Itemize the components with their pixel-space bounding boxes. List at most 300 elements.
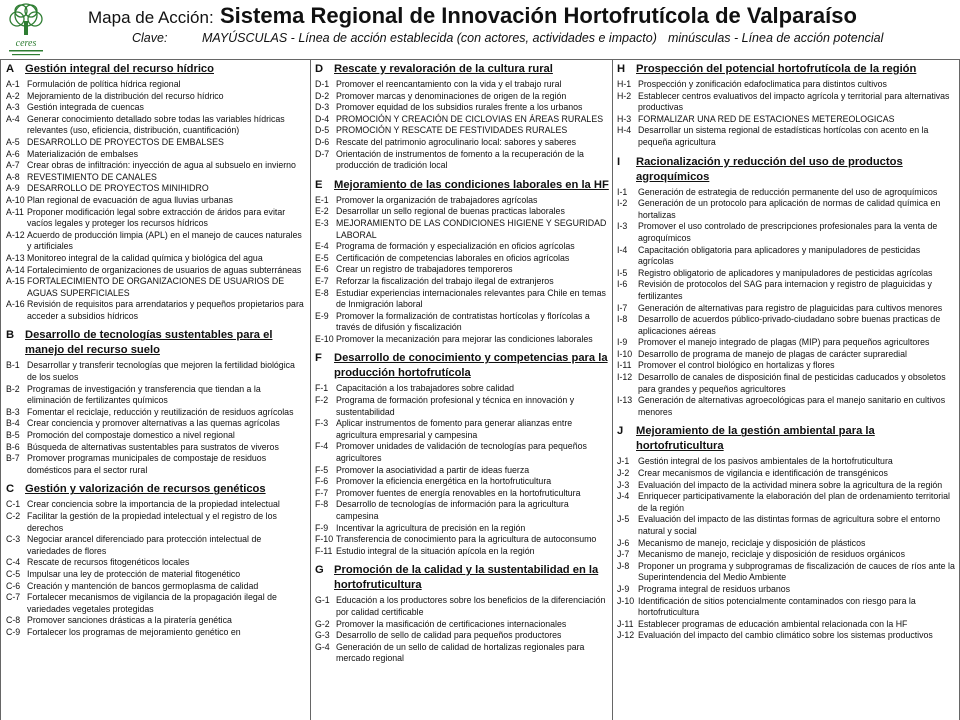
item-code: B-2	[6, 383, 20, 394]
item-text: Fortalecer mecanismos de vigilancia de la propagación ilegal de variedades vegetales protegidas	[27, 592, 277, 614]
action-item	[617, 337, 957, 349]
item-code: G-4	[315, 641, 330, 652]
item-code: A-12	[6, 229, 25, 240]
item-code: J-10	[617, 595, 635, 606]
item-code: J-9	[617, 583, 630, 594]
action-item	[617, 514, 957, 537]
section-letter: E	[315, 178, 323, 191]
item-text: Certificación de competencias laborales en oficios agrícolas	[336, 252, 570, 263]
item-text: Prospección y zonificación edafoclimatica para distintos cultivos	[638, 79, 887, 89]
action-item	[617, 596, 957, 619]
item-code: A-3	[6, 102, 20, 113]
item-text: Aplicar instrumentos de fomento para generar alianzas entre agricultura empresarial y campesina	[336, 418, 573, 440]
item-text: DESARROLLO DE PROYECTOS DE EMBALSES	[27, 136, 224, 147]
action-item	[315, 79, 609, 91]
item-code: H-2	[617, 90, 632, 101]
item-code: J-11	[617, 618, 634, 629]
item-code: F-7	[315, 487, 329, 498]
action-item	[6, 418, 306, 430]
action-item	[617, 349, 957, 361]
item-text: Desarrollo de acuerdos público-privado-ciudadano sobre buenas practicas de aplicaciones aéreas	[638, 314, 941, 336]
item-code: B-1	[6, 360, 20, 371]
item-text: Generar conocimiento detallado sobre todas las variables hídricas relevantes (uso, eficiencia, distribución, cuantificación)	[27, 113, 285, 136]
section-title: Mejoramiento de la gestión ambiental para la hortofruticultura	[636, 425, 875, 453]
item-text: Enriquecer participativamente la elaboración del plan de ordenamiento territorial de la región	[638, 491, 950, 513]
action-item	[6, 195, 306, 207]
action-item	[6, 207, 306, 230]
item-code: J-4	[617, 491, 630, 502]
action-item	[315, 418, 609, 441]
item-code: A-10	[6, 194, 25, 205]
action-item	[6, 360, 306, 383]
action-item	[617, 395, 957, 418]
item-code: I-13	[617, 395, 633, 406]
section-letter: F	[315, 352, 322, 365]
action-item	[6, 276, 306, 299]
action-item	[315, 441, 609, 464]
item-code: A-5	[6, 136, 20, 147]
item-code: A-16	[6, 299, 25, 310]
map-label: Mapa de Acción:	[88, 8, 214, 27]
item-code: C-8	[6, 615, 21, 626]
section-h	[617, 62, 957, 149]
item-code: C-6	[6, 580, 21, 591]
legend-uppercase: MAYÚSCULAS - Línea de acción establecida (con actores, actividades e impacto)	[202, 31, 657, 45]
legend-key: Clave:	[132, 31, 168, 45]
item-text: Mecanismo de manejo, reciclaje y disposición de residuos orgánicos	[638, 549, 905, 560]
item-text: PROMOCIÓN Y RESCATE DE FESTIVIDADES RURALES	[336, 125, 568, 136]
item-text: Programa de formación profesional y técnica en innovación y sustentabilidad	[336, 395, 575, 417]
item-code: H-4	[617, 125, 632, 136]
item-text: Materialización de embalses	[27, 148, 138, 159]
action-item	[315, 288, 609, 311]
item-text: Desarrollar un sello regional de buenas practicas laborales	[336, 206, 565, 217]
action-item	[617, 91, 957, 114]
item-code: A-14	[6, 264, 25, 275]
item-code: D-2	[315, 90, 330, 101]
action-item	[617, 630, 957, 642]
item-text: Transferencia de conocimiento para la agricultura de autoconsumo	[336, 534, 597, 545]
item-code: B-7	[6, 453, 20, 464]
item-text: Promover unidades de validación de tecnologías para pequeños agricultores	[336, 441, 587, 464]
item-text: Desarrollo de programa de manejo de plagas de carácter supraredial	[638, 348, 907, 359]
action-item	[6, 407, 306, 419]
item-text: Promover programas municipales de compostaje de residuos domésticos para el sector rural	[27, 453, 267, 475]
action-item	[6, 79, 306, 91]
item-text: Búsqueda de alternativas sustentables para sustratos de viveros	[27, 441, 279, 452]
action-item	[617, 549, 957, 561]
item-text: Revisión de protocolos del SAG para internacion y registro de plaguicidas y fertilizantes	[638, 279, 932, 301]
item-code: E-4	[315, 241, 329, 252]
item-text: REVESTIMIENTO DE CANALES	[27, 171, 157, 182]
action-item	[617, 372, 957, 395]
item-code: A-7	[6, 160, 20, 171]
item-text: Promover la formalización de contratistas hortícolas y florícolas a través de difusión y fiscalización	[336, 310, 590, 333]
item-text: MEJORAMIENTO DE LAS CONDICIONES HIGIENE Y SEGURIDAD LABORAL	[336, 217, 607, 240]
item-code: A-15	[6, 276, 25, 287]
item-code: F-1	[315, 383, 329, 394]
action-item	[617, 279, 957, 302]
item-text: Crear un registro de trabajadores temporeros	[336, 264, 513, 275]
action-item	[315, 137, 609, 149]
item-code: C-5	[6, 568, 21, 579]
action-item	[617, 314, 957, 337]
action-item	[6, 102, 306, 114]
action-item	[6, 581, 306, 593]
item-text: Impulsar una ley de protección de material fitogenético	[27, 568, 241, 579]
item-code: J-3	[617, 479, 630, 490]
item-text: Promover la organización de trabajadores agrícolas	[336, 194, 538, 205]
page-title: Sistema Regional de Innovación Hortofrutícola de Valparaíso	[220, 3, 857, 28]
section-letter: A	[6, 63, 15, 75]
item-text: Capacitación obligatoria para aplicadores y manipuladores de pesticidas agrícolas	[638, 244, 921, 267]
action-item	[315, 476, 609, 488]
action-item	[315, 546, 609, 558]
item-code: J-6	[617, 537, 630, 548]
action-item	[617, 584, 957, 596]
section-title: Desarrollo de conocimiento y competencias para la producción hortofrutícola	[334, 352, 608, 380]
section-title: Mejoramiento de las condiciones laborales en la HF	[334, 178, 609, 191]
item-code: J-7	[617, 549, 630, 560]
section-d	[315, 62, 609, 172]
item-code: E-8	[315, 287, 329, 298]
section-title: Promoción de la calidad y la sustentabilidad en la hortofruticultura	[334, 564, 599, 592]
action-item	[6, 442, 306, 454]
section-letter: C	[6, 483, 15, 496]
divider	[0, 59, 1, 720]
item-code: G-1	[315, 595, 330, 606]
section-title: Gestión y valorización de recursos genéticos	[25, 483, 266, 496]
item-code: B-3	[6, 406, 20, 417]
item-code: H-3	[617, 113, 632, 124]
action-item	[617, 619, 957, 631]
item-code: F-3	[315, 418, 329, 429]
item-code: A-4	[6, 113, 20, 124]
item-code: J-8	[617, 560, 630, 571]
action-item	[617, 187, 957, 199]
logo-wordmark: ceres	[15, 38, 37, 49]
item-code: F-11	[315, 545, 333, 556]
item-text: Promover sanciones drásticas a la piratería genética	[27, 615, 232, 626]
section-b	[6, 328, 306, 476]
section-heading	[315, 178, 609, 193]
action-item	[617, 114, 957, 126]
item-text: Acuerdo de producción limpia (APL) en el manejo de cauces naturales y artificiales	[27, 229, 302, 252]
action-item	[315, 534, 609, 546]
legend-lowercase: minúsculas - Línea de acción potencial	[668, 31, 884, 45]
item-text: Promover marcas y denominaciones de origen de la región	[336, 90, 567, 101]
item-text: Fortalecimiento de organizaciones de usuarios de aguas subterráneas	[27, 264, 302, 275]
action-item	[6, 91, 306, 103]
section-letter: G	[315, 564, 324, 577]
section-heading	[617, 155, 957, 185]
item-code: I-9	[617, 337, 628, 348]
item-text: Evaluación del impacto de la actividad minera sobre la agricultura de la región	[638, 479, 943, 490]
section-letter: B	[6, 329, 15, 342]
item-code: F-8	[315, 499, 329, 510]
action-item	[6, 499, 306, 511]
item-code: J-1	[617, 456, 630, 467]
item-text: Gestión integral de los pasivos ambientales de la hortofruticultura	[638, 456, 893, 467]
action-item	[6, 253, 306, 265]
action-item	[315, 523, 609, 535]
item-text: Capacitación a los trabajadores sobre calidad	[336, 383, 514, 394]
action-item	[315, 195, 609, 207]
section-letter: J	[617, 425, 624, 438]
section-letter: H	[617, 63, 626, 75]
divider	[310, 59, 311, 720]
item-text: Registro obligatorio de aplicadores y manipuladores de pesticidas agrícolas	[638, 267, 933, 278]
item-code: F-2	[315, 395, 329, 406]
item-text: Incentivar la agricultura de precisión en la región	[336, 522, 526, 533]
action-item	[315, 619, 609, 631]
item-text: Promover fuentes de energía renovables en la hortofruticultura	[336, 487, 581, 498]
item-text: Mecanismo de manejo, reciclaje y disposición de plásticos	[638, 537, 866, 548]
item-text: Programa integral de residuos urbanos	[638, 583, 791, 594]
item-text: Identificación de sitios potencialmente contaminados con riesgo para la hortofruticultura	[638, 595, 916, 618]
item-code: I-4	[617, 244, 628, 255]
item-code: J-5	[617, 514, 630, 525]
item-text: Programas de investigación y transferencia que tiendan a la eliminación de fertilizantes químicos	[27, 383, 261, 406]
action-item	[315, 642, 609, 665]
action-item	[6, 149, 306, 161]
item-code: J-2	[617, 468, 630, 479]
item-code: I-10	[617, 348, 633, 359]
action-item	[315, 91, 609, 103]
item-text: Educación a los productores sobre los beneficios de la diferenciación por calidad certificable	[336, 595, 606, 617]
item-code: D-5	[315, 125, 330, 136]
item-code: E-6	[315, 264, 329, 275]
section-title: Desarrollo de tecnologías sustentables para el manejo del recurso suelo	[25, 329, 273, 357]
section-heading	[617, 424, 957, 454]
action-item	[6, 114, 306, 137]
item-text: DESARROLLO DE PROYECTOS MINIHIDRO	[27, 183, 209, 194]
action-item	[6, 299, 306, 322]
action-item	[315, 264, 609, 276]
item-text: Promover el uso controlado de prescripciones profesionales para la venta de agroquímicos	[638, 221, 938, 243]
action-item	[6, 534, 306, 557]
action-item	[315, 218, 609, 241]
item-text: Estudio integral de la situación apícola en la región	[336, 545, 535, 556]
action-item	[315, 395, 609, 418]
item-code: C-1	[6, 499, 21, 510]
item-text: Programa de formación y especialización en oficios agrícolas	[336, 241, 575, 252]
action-item	[617, 125, 957, 148]
item-code: F-4	[315, 441, 329, 452]
section-heading	[315, 563, 609, 593]
action-item	[6, 172, 306, 184]
action-item	[617, 245, 957, 268]
item-text: Evaluación del impacto del cambio climático sobre los sistemas productivos	[638, 630, 933, 641]
item-code: A-6	[6, 148, 20, 159]
item-code: H-1	[617, 79, 632, 89]
item-text: Generación de un protocolo para aplicación de normas de calidad química en hortalizas	[638, 198, 941, 220]
item-text: Promover la masificación de certificaciones internacionales	[336, 618, 567, 629]
item-text: Desarrollo de canales de disposición final de pesticidas caducados y obsoletos para grandes y pequeños agricultores	[638, 372, 946, 394]
item-text: Promover la eficiencia energética en la hortofruticultura	[336, 476, 552, 487]
item-text: Formulación de política hídrica regional	[27, 79, 181, 89]
item-code: I-2	[617, 198, 628, 209]
item-code: G-2	[315, 618, 330, 629]
item-code: B-6	[6, 441, 20, 452]
action-item	[617, 456, 957, 468]
action-item	[617, 480, 957, 492]
item-text: Establecer centros evaluativos del impacto agrícola y territorial para alternativas productivas	[638, 90, 950, 113]
section-title: Gestión integral del recurso hídrico	[25, 63, 214, 75]
item-text: Desarrollar y transferir tecnologías que mejoren la fertilidad biológica de los suelos	[27, 360, 295, 383]
column-2	[315, 62, 609, 671]
item-code: A-8	[6, 171, 20, 182]
section-letter: D	[315, 63, 324, 75]
item-text: Mejoramiento de la distribución del recurso hídrico	[27, 90, 224, 101]
item-text: Monitoreo integral de la calidad química y biológica del agua	[27, 252, 263, 263]
action-item	[315, 149, 609, 172]
item-text: Generación de un sello de calidad de hortalizas regionales para mercado regional	[336, 641, 585, 664]
item-text: Reforzar la fiscalización del trabajo ilegal de extranjeros	[336, 275, 554, 286]
action-item	[315, 276, 609, 288]
action-item	[6, 265, 306, 277]
action-item	[315, 125, 609, 137]
item-text: Desarrollo de tecnologías de información para la agricultura campesina	[336, 499, 569, 521]
item-text: Plan regional de evacuación de agua lluvias urbanas	[27, 194, 233, 205]
item-text: Crear conciencia y promover alternativas a las quemas agrícolas	[27, 418, 280, 429]
action-item	[617, 360, 957, 372]
item-text: FORMALIZAR UNA RED DE ESTACIONES METEREOLOGICAS	[638, 113, 895, 124]
action-item	[315, 499, 609, 522]
item-text: Generación de alternativas para registro de plaguicidas para cultivos menores	[638, 302, 943, 313]
section-heading	[315, 351, 609, 381]
item-text: Generación de alternativas agroecológicas para el manejo sanitario en cultivos menores	[638, 395, 946, 417]
item-code: I-3	[617, 221, 628, 232]
item-text: Evaluación del impacto de las distintas formas de agricultura sobre el entorno natural y social	[638, 514, 941, 536]
section-title: Rescate y revaloración de la cultura rural	[334, 63, 553, 75]
section-e	[315, 178, 609, 346]
action-item	[617, 79, 957, 91]
item-text: Desarrollar un sistema regional de estadísticas hortícolas con acento en la pequeña agricultura	[638, 125, 929, 147]
section-heading	[6, 328, 306, 358]
item-code: B-4	[6, 418, 20, 429]
action-item	[617, 561, 957, 584]
action-item	[617, 303, 957, 315]
action-item	[315, 114, 609, 126]
item-code: C-3	[6, 534, 21, 545]
item-code: F-9	[315, 522, 329, 533]
item-text: Orientación de instrumentos de fomento a la recuperación de la producción de tradición local	[336, 148, 584, 171]
item-code: A-1	[6, 79, 20, 89]
item-text: Negociar arancel diferenciado para protección intelectual de variedades de flores	[27, 534, 262, 556]
item-code: I-7	[617, 302, 628, 313]
item-text: Rescate de recursos fitogenéticos locales	[27, 557, 190, 568]
item-text: Desarrollo de sello de calidad para pequeños productores	[336, 630, 562, 641]
item-code: A-2	[6, 90, 20, 101]
divider	[612, 59, 613, 720]
item-code: B-5	[6, 430, 20, 441]
item-code: I-5	[617, 267, 628, 278]
action-item	[315, 595, 609, 618]
action-item	[315, 102, 609, 114]
action-item	[315, 206, 609, 218]
section-heading	[6, 482, 306, 497]
item-text: Proponer modificación legal sobre extracción de áridos para evitar vacíos legales y proteger los recursos hídricos	[27, 206, 286, 229]
action-item	[6, 453, 306, 476]
action-item	[6, 557, 306, 569]
item-text: Crear mecanismos de vigilancia e identificación de transgénicos	[638, 468, 888, 479]
item-code: I-11	[617, 360, 632, 371]
item-code: D-6	[315, 136, 330, 147]
item-code: A-11	[6, 206, 24, 217]
ceres-logo	[3, 3, 49, 59]
item-code: D-7	[315, 148, 330, 159]
item-text: Crear conciencia sobre la importancia de la propiedad intelectual	[27, 499, 280, 510]
column-3	[617, 62, 957, 648]
action-item	[617, 468, 957, 480]
section-heading	[315, 62, 609, 77]
section-c	[6, 482, 306, 638]
item-text: Promoción del compostaje domestico a nivel regional	[27, 430, 235, 441]
action-item	[617, 198, 957, 221]
item-code: D-3	[315, 102, 330, 113]
item-code: E-1	[315, 194, 329, 205]
item-code: E-9	[315, 310, 329, 321]
item-text: Promover el control biológico en hortalizas y flores	[638, 360, 835, 371]
column-1	[6, 62, 306, 645]
section-letter: I	[617, 155, 621, 168]
action-item	[6, 183, 306, 195]
action-item	[6, 384, 306, 407]
section-g	[315, 563, 609, 665]
action-item	[315, 334, 609, 346]
item-text: Creación y mantención de bancos germoplasma de calidad	[27, 580, 259, 591]
item-text: Estudiar experiencias internacionales relevantes para Chile en temas de Inmigración laboral	[336, 287, 606, 310]
item-text: Promover la asociatividad a partir de ideas fuerza	[336, 464, 530, 475]
tree-icon	[10, 4, 42, 35]
item-code: F-5	[315, 464, 329, 475]
item-code: J-12	[617, 630, 635, 641]
divider	[0, 59, 960, 60]
item-text: Crear obras de infiltración: inyección de agua al subsuelo en invierno	[27, 160, 296, 171]
section-heading	[617, 62, 957, 77]
item-text: Promover equidad de los subsidios rurales frente a los urbanos	[336, 102, 583, 113]
item-code: E-2	[315, 206, 329, 217]
action-item	[6, 627, 306, 639]
item-code: A-13	[6, 252, 25, 263]
action-item	[6, 592, 306, 615]
action-item	[315, 241, 609, 253]
item-code: I-1	[617, 186, 628, 197]
action-item	[315, 253, 609, 265]
item-text: Proponer un programa y subprogramas de fiscalización de cauces de ríos ante la Superintendencia del Medio Ambiente	[638, 560, 955, 583]
section-j	[617, 424, 957, 642]
action-item	[6, 615, 306, 627]
item-code: I-12	[617, 372, 633, 383]
section-i	[617, 155, 957, 419]
action-item	[315, 311, 609, 334]
item-text: Generación de estrategia de reducción permanente del uso de agroquímicos	[638, 186, 938, 197]
action-item	[315, 465, 609, 477]
item-code: G-3	[315, 630, 330, 641]
item-code: F-6	[315, 476, 329, 487]
action-item	[6, 230, 306, 253]
action-item	[6, 137, 306, 149]
item-text: PROMOCIÓN Y CREACIÓN DE CICLOVIAS EN ÁREAS RURALES	[336, 113, 604, 124]
action-item	[315, 630, 609, 642]
item-text: Revisión de requisitos para arrendatarios y pequeños propietarios para acceder a subsidios hídricos	[27, 299, 304, 321]
action-item	[6, 569, 306, 581]
item-text: Promover la mecanización para mejorar las condiciones laborales	[336, 333, 593, 344]
item-code: E-5	[315, 252, 329, 263]
item-code: I-6	[617, 279, 628, 290]
item-code: E-10	[315, 333, 334, 344]
